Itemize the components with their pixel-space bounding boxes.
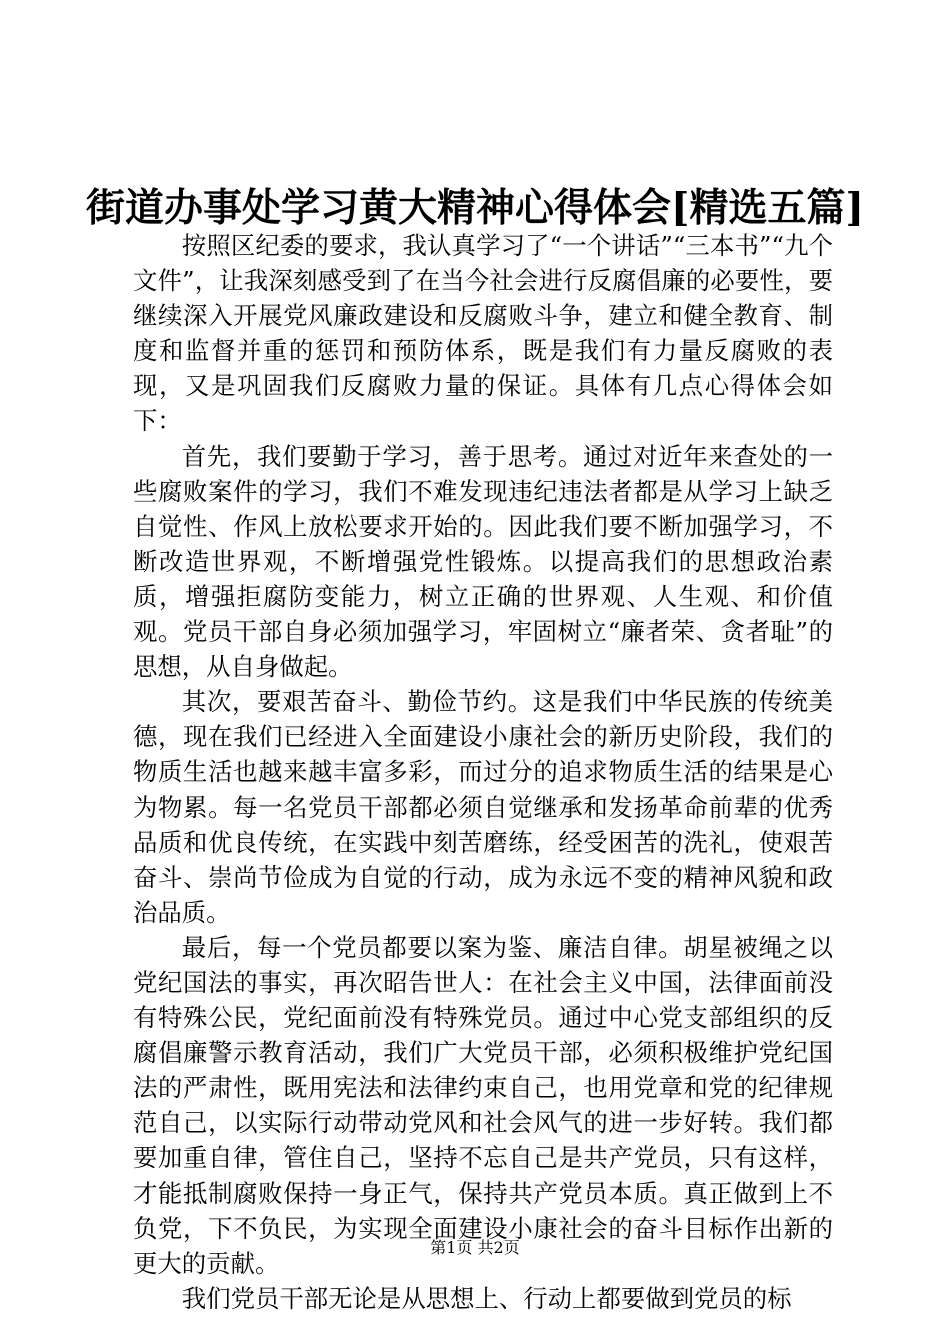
page-title: 街道办事处学习黄大精神心得体会[精选五篇]	[86, 185, 864, 231]
paragraph-last-point: 最后，每一个党员都要以案为鉴、廉洁自律。胡星被绳之以党纪国法的事实，再次昭告世人：在社会主义中国，法律面前没有特殊公民，党纪面前没有特殊党员。通过中心党支部组织的反腐倡廉警示教育活动，我们广大党员干部，必须积极维护党纪国法的严肃性，既用宪法和法律约束自己，也用党章和党的纪律规范自己，以实际行动带动党风和社会风气的进一步好转。我们都要加重自律，管住自己，坚持不忘自己是共产党员，只有这样，才能抵制腐败保持一身正气，保持共产党员本质。真正做到上不负党，下不负民，为实现全面建设小康社会的奋斗目标作出新的更大的贡献。	[133, 932, 833, 1278]
paragraph-first-point: 首先，我们要勤于学习，善于思考。通过对近年来查处的一些腐败案件的学习，我们不难发现违纪违法者都是从学习上缺乏自觉性、作风上放松要求开始的。因此我们要不断加强学习，不断改造世界观，不断增强党性锻炼。以提高我们的思想政治素质，增强拒腐防变能力，树立正确的世界观、人生观、和价值观。党员干部自身必须加强学习，牢固树立“廉者荣、贪者耻”的思想，从自身做起。	[133, 441, 833, 682]
paragraph-continued: 我们党员干部无论是从思想上、行动上都要做到党员的标	[181, 1283, 792, 1313]
document-body	[133, 228, 833, 1316]
paragraph-intro: 按照区纪委的要求，我认真学习了“一个讲话”“三本书”“九个文件”，让我深刻感受到了在当今社会进行反腐倡廉的必要性，要继续深入开展党风廉政建设和反腐败斗争，建立和健全教育、制度和监督并重的惩罚和预防体系，既是我们有力量反腐败的表现，又是巩固我们反腐败力量的保证。具体有几点心得体会如下：	[133, 231, 833, 436]
page-number-footer: 第1页 共2页	[430, 1238, 520, 1257]
paragraph-second-point: 其次，要艰苦奋斗、勤俭节约。这是我们中华民族的传统美德，现在我们已经进入全面建设小康社会的新历史阶段，我们的物质生活也越来越丰富多彩，而过分的追求物质生活的结果是心为物累。每一名党员干部都必须自觉继承和发扬革命前辈的优秀品质和优良传统，在实践中刻苦磨练，经受困苦的洗礼，使艰苦奋斗、崇尚节俭成为自觉的行动，成为永远不变的精神风貌和政治品质。	[133, 687, 833, 927]
